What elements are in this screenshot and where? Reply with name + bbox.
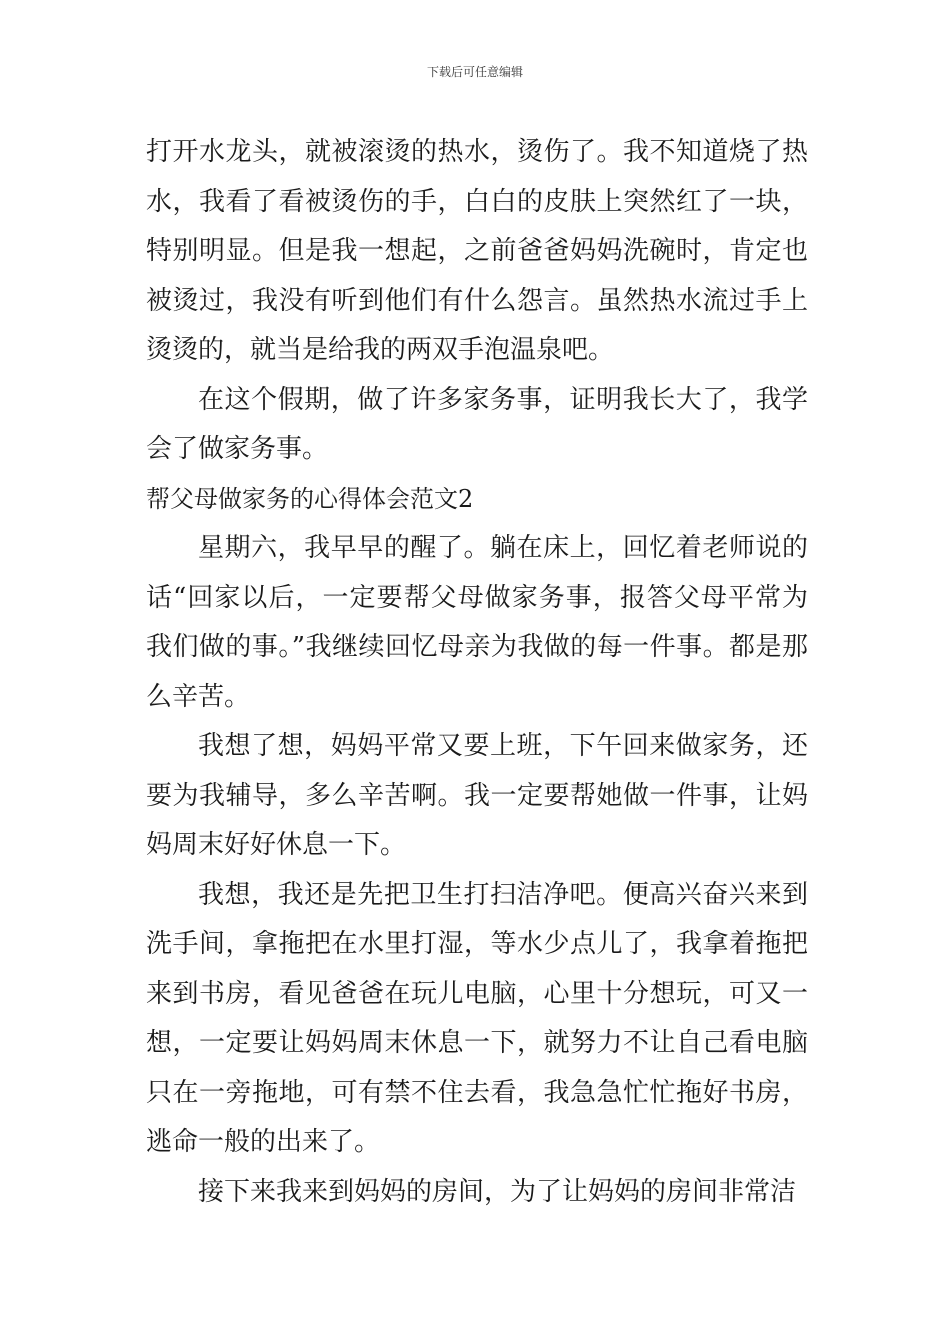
page-header: 下载后可任意编辑 xyxy=(426,65,523,79)
paragraph-5: 我想，我还是先把卫生打扫洁净吧。便高兴奋兴来到洗手间，拿拖把在水里打湿，等水少点儿了，我拿着拖把来到书房，看见爸爸在玩儿电脑，心里十分想玩，可又一想，一定要让妈妈周末休息一下，就努力不让自己看电脑只在一旁拖地，可有禁不住去看，我急急忙忙拖好书房，逃命一般的出来了。 xyxy=(146,879,808,1157)
paragraph-1: 打开水龙头，就被滚烫的热水，烫伤了。我不知道烧了热水，我看了看被烫伤的手，白白的皮肤上突然红了一块，特别明显。但是我一想起，之前爸爸妈妈洗碗时，肯定也被烫过，我没有听到他们有什么怨言。虽然热水流过手上烫烫的，就当是给我的两双手泡温泉吧。 xyxy=(146,137,808,365)
paragraph-3: 星期六，我早早的醒了。躺在床上，回忆着老师说的话“回家以后，一定要帮父母做家务事，报答父母平常为我们做的事。”我继续回忆母亲为我做的每一件事。都是那么辛苦。 xyxy=(146,533,808,712)
paragraph-6: 接下来我来到妈妈的房间，为了让妈妈的房间非常洁 xyxy=(198,1176,797,1207)
paragraph-2: 在这个假期，做了许多家务事，证明我长大了，我学会了做家务事。 xyxy=(146,384,808,464)
document-body xyxy=(146,128,808,1217)
paragraph-4: 我想了想，妈妈平常又要上班，下午回来做家务，还要为我辅导，多么辛苦啊。我一定要帮她做一件事，让妈妈周末好好休息一下。 xyxy=(146,731,808,860)
section-heading: 帮父母做家务的心得体会范文2 xyxy=(146,484,474,513)
